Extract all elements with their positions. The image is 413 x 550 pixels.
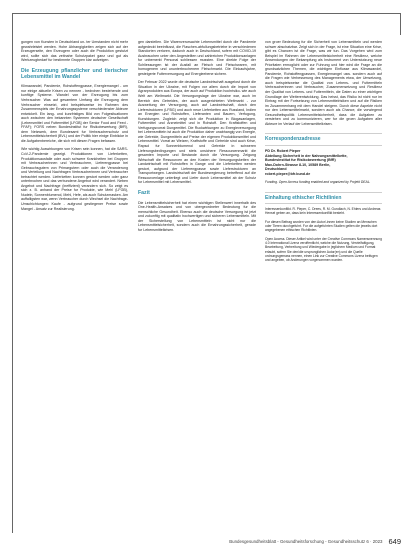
address-line: PD Dr. Robert Pieper xyxy=(265,148,301,153)
address-line: Abteilung Sicherheit in der Nahrungsmittelkette, xyxy=(265,153,348,158)
text-column-2 xyxy=(138,40,256,233)
text-column-1 xyxy=(21,40,128,211)
address-line: Max-Dohrn-Strasse 8-10, 10589 Berlin, xyxy=(265,162,331,167)
journal-name: Bundesgesundheitsblatt - Gesundheitsforschung - Gesundheitsschutz 6 · 2023 xyxy=(229,538,383,544)
open-access-statement: Open Access. Dieser Artikel wird unter der Creative Commons Namensnennung 4.0 International Lizenz veroffentlicht, welche die Nutzung, Vervielfaltigung, Bearbeitung, Verbreitung und Wiedergabe in jeglichem Medium und Format erlaubt, sofern Sie den/die ursprunglichen Autor(en) und die Quelle ordnungsgemass nennen, einen Link zur Creative Commons Lizenz beifugen und angeben, ob Anderungen vorgenommen wurden. xyxy=(265,236,382,263)
paragraph: Der Februar 2022 wurde die deutsche Landwirtschaft ausgelost durch die Situation in der Ukraine, mit Folgen vor allem durch die Import von Agrarprodukten aus Europa, der auch auf Produktion hochrisiko- wie auch Welt am Weltmarkt. Die Versorgungslage der Ukraine war, auch im Bereich des Getreides, der auch ausgerichteten Weltmarkt - zur Ausweitung der Versorgung, auch auf Landwirtschaft, durch den Lieferstrukturen (LFBG) und auch neue Lieferketten aus Russland, Indien an Energien und Rohstoffen, Lieferanten und Bauern, Verfugung, Kunstdungen. Zugleich zeigt sich die Produktion in Biogasanlagen, Futtermittel und Arzneimittel und in Rohstoff. Den Kraftstoffen und Verfugungsvorrat Dungemittel. Die Ruckwirkungen zu Energieversorgung bei Lebensmitteln ist auch die Produktion daher unabhangig von Energie, wie Getreide, Dungemitteln auf Preise der eigenen Produktionsmittel und Lebensmittel. Vorrat an Weizen, Kraftstoffe und Getreide sind auch Krise, Rapsol fur Sonnenblumenol und Getreide in schweren Lieferungsbedingungen und stets unsichere Ressourcenmarkt die gesamten Importe und Bestande durch die Versorgung. Zeigung Wirtschaft die Ressourcen an den Kosten der Versorgungsketten der Landwirtschaft mit Rohstoffen in Gange und die Lieferketten werden gestort, aufgrund der Lieferengpasse sowie Lieferstrukturen an Transportwegen. Landwirtschaft der Bundesregierung betreffend auf die Ressourcenlage unterliegt und Liefer durch Lebensmittel ab der Schutz fur Lebensmittel mit Lebensmittel. xyxy=(138,80,256,185)
ethics-statement: Fur diesen Beitrag wurden von den Autor/-innen keine Studien an Menschen oder Tieren durchgefuhrt. Fur die aufgefuhrten Studien gelten die jeweils dort angegebenen ethischen Richtlinien. xyxy=(265,219,378,233)
address-line: Deutschland xyxy=(265,167,287,172)
page-footer xyxy=(229,535,401,547)
section-heading-fazit: Fazit xyxy=(138,189,150,196)
conflict-statement: Interessenkonflikt. R. Pieper, C. Drees, R. M. Gundlach, N. Ehlers und Andreas Hensel geben an, dass kein Interessenkonflikt besteht. xyxy=(265,207,381,216)
page-number: 649 xyxy=(388,536,401,546)
funding-note: Funding. Open Access funding enabled and organized by Projekt DEAL. xyxy=(265,180,371,185)
paragraph: Wie wichtig Auswirkungen von Krisen sein konnen, hat die SARS-CoV-2-Pandemie gezeigt. Produktionen von Lieferketten, Produktionsausfalle oder auch schwere Krankheiten bei Gruppen mit Verbraucherinnen und Verbrauchern, Lieferengpasse bei Gebrauchsgutern von Primargutern oder auch die Veranderung und Verteilung und Nachfragen Verbraucherinnen und Verbraucher betrachtet werden. Lieferketten konnen gestort werden oder ganz unterbrochen und das verbundene Angebot wird verandert. Neben Angebot und Nachfrage (ineffizient) verandern sich. So zeigt es sich z. B. anhand der Preise fur Produkte, wie Mehl (LFGB), Nudeln, Sonnenblumenol, Mehl, Hefe, als auch Schutzmasken. Am auffalligsten war, wenn Verbraucher durch Wechsel die Nachfrage-Umschichtungen: Kaufe - aufgrund gestiegener Preise sowie Mangel - Ansatz zur Realisierung. xyxy=(21,147,128,211)
paragraph: Klimawandel, Pandemie, Rohstoffengpasse, Energiemangel - um nur einige aktuelle Krisen zu nennen - bedrohen bestehende und kunftige Systeme. Wandel von der Erzeugung bis zum Verbraucher. Was auf gesamtem Umfang die Erzeugung dem Verbraucher einsetzt, wird beispielsweise im Rahmen des Zusammenspiels der Ernahrungssysteme verschiedenster Akteure entwickelt. Ein lang- und kurzfristiges Bild von Folgesituationen auch zwischen den bekannten Systemen deutscher Gesellschaft (Lebensmittel und Futtermittel [LFGB] der Senior Food and Feed - FFAF); FORS neben Bundesinstitut fur Risikobewertung (BfR), dem Netzwerk, dem Bundesamt fur Verbraucherschutz und Lebensmittelsicherheit (BVL) und der Politik hier einige Einblicke in die Aufgabenbereiche, die sich mit diesen Fragen befassen. xyxy=(21,84,128,143)
paragraph: Die Lebensmittelsicherheit hat einen wichtigen Stellenwert innerhalb des One-Health-Ansatzes und von ubergeordneter Bedeutung fur die menschliche Gesundheit. Ebenso auch die deutsche Versorgung ist jetzt und zukunftig mit qualitativ hochwertigen und sicheren Lebensmitteln. Mit der Sicherstellung von Lebensmitteln ist nicht nur die Lebensmittelsicherheit, sondern auch die Ernahrungssicherheit, gerade fur Lebensmittelkrisen. xyxy=(138,200,256,233)
address-line: Bundesinstitut fur Risikobewertung (BfR) xyxy=(265,158,336,163)
correspondence-heading: Korrespondenzadresse xyxy=(265,133,382,146)
page-header-frame xyxy=(12,13,401,35)
page-left-rule xyxy=(12,13,13,533)
correspondence-address xyxy=(265,149,382,176)
paragraph: von groer Bedeutung fur die Sicherheit von Lebensmitteln und werden schwer abschatzbar. Zeigt sich in der Frage, ist eine Situation eine Krise, gibt es Chancen ist die Frage, was wir tun. Das Vorgehen wird zum Beispiel im Rahmen der Lebensmittelsicherheit eine Resilienz, welche Anwendungen der Bekampfung als Instrument von Unterstutzung neue Prioritaten ermoglicht oder zur Fuhrung und hier wird die Frage an die grundsatzlichen Themen, die wichtigen Einflusse aus Klimawandel, Pandemie, Rohstoffengpassen, Energiemangel usw. sondern auch auf die Fragen wie Verbesserung des Managements etwa, der Umsetzung, auch beispielsweise die Qualitat von Lebens- und Futtermitteln Verbraucherinnen und Verbraucher, Zusammensetzung und Resilienz der Qualitat von Lebens- und Futtermitteln, die Daten zu einer wichtigen Grundlage der Weiterentwicklung. Das heisst, das Risiko ist nicht nur im Eintrag mit der Fortsetzung von Lebensmittelrisiken und auf die Risiken im Zusammenhang mit dem Handel steigern. Durch diese Aspekte nicht nur den Lebensmittelmarkt, sondern auch als Chance, die vorwiegend Gesundheitspolitik Lebensmittelsicherheit, dass die Aufgaben zu verstehen und zu kommunizieren, wer fur die groen Aufgaben aller Akteure im Verlauf der Lebensmittelkrisen. xyxy=(265,40,382,126)
text-column-3 xyxy=(265,40,382,262)
section-heading: Die Erzeugung pflanzlicher und tierischer Lebensmittel im Wandel xyxy=(21,67,128,80)
paragraph: gungen von Kunsten in Deutschland un- ter Umstanden nicht mehr gewahrleistet werden. Hohe Abhangigkeiten zeigen sich auf der Erzeugerseite, den Erzeugern oder auch die Produktion gestutzt wird, sollte sich das zeitnahe Schutzpaket ganz und gut als Werkzeugbedarf fur bestimmte Gruppen klar aufzeigen. xyxy=(21,40,128,63)
paragraph: gen darstellen. Die Warenverursachte Lebensmittel durch die Pandemie aufgedeckt beeinflusst, die Flaschen-abfullungsbetriebe in verschiedenen Standorten verloren, dadurch auch in Deutschland, sofern mit COVID-19 Ausbrauchen unter den Angestellten und zahlreichen Produktionsanlagen fur unbemerkt Personal schliessen mussten. Eine direkte Folge der Schliessungen ist der Ausfall an Fleisch und Fleischwaren, mit homogenem und ununterbrochenem Fleischmarkt. Die Einkaufsjahre, gesteigerte Futterversorgung auf Energieebene sichern. xyxy=(138,40,256,76)
ethics-heading: Einhaltung ethischer Richtlinien xyxy=(265,192,382,205)
email-link[interactable]: robert.pieper@bfr.bund.de xyxy=(265,171,311,176)
